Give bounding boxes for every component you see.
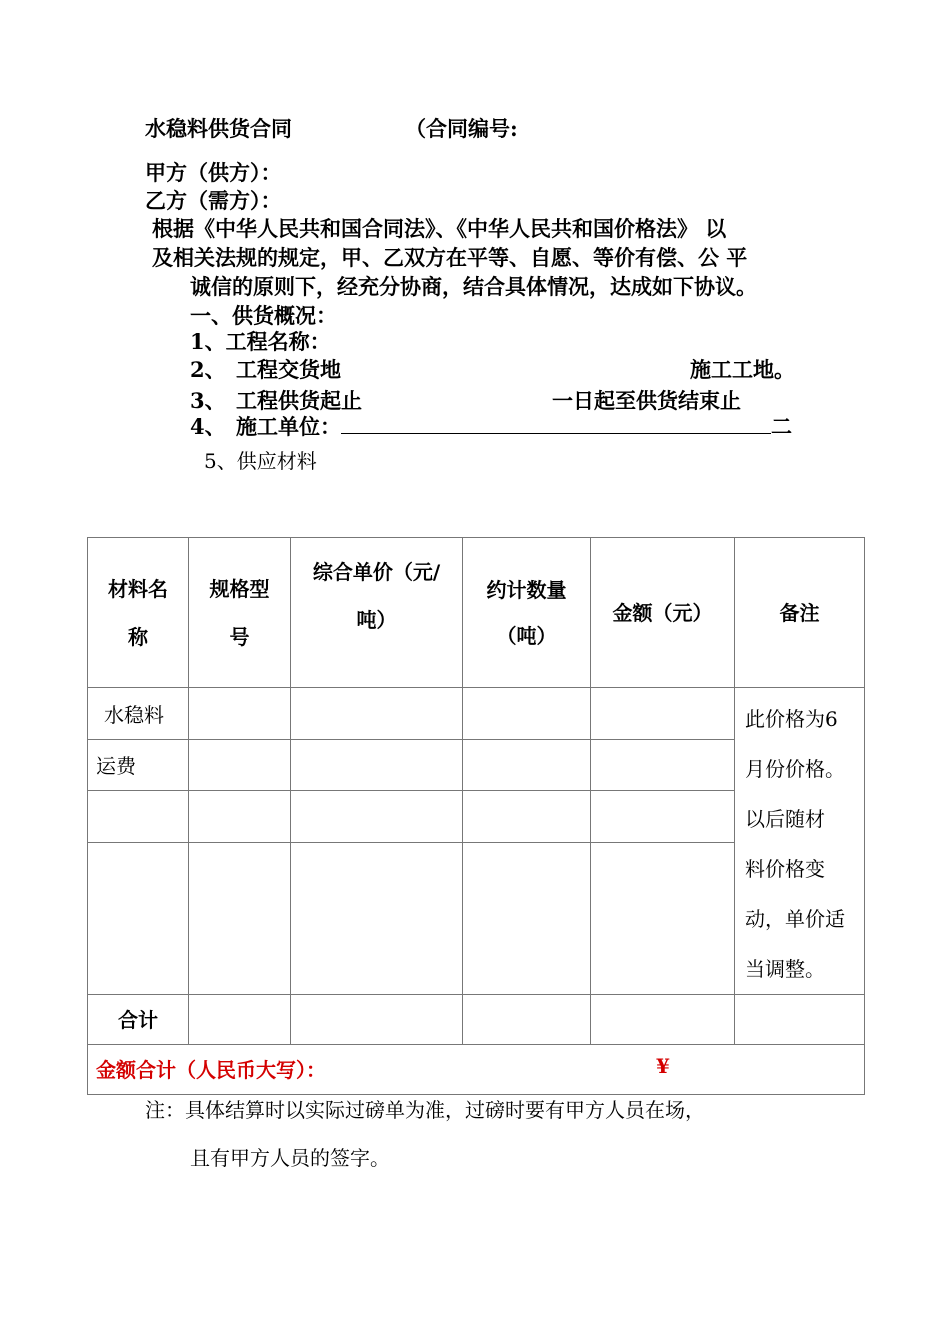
remark-cell: 此价格为6 月份价格。 以后随材 料价格变 动，单价适 当调整。 — [735, 688, 865, 995]
party-a-label: 甲方（供方）： — [145, 160, 282, 185]
header-quantity: 约计数量 （吨） — [463, 538, 591, 688]
currency-symbol: ¥ — [656, 1054, 670, 1078]
row-quantity-cell — [463, 739, 591, 791]
grand-total-cell — [88, 1045, 865, 1095]
total-label: 合计 — [88, 995, 189, 1045]
item-4-tail: 二 — [771, 414, 792, 439]
table-row — [88, 688, 865, 740]
row-spec-cell — [189, 791, 291, 843]
grand-total-label: 金额合计（人民币大写）： — [96, 1058, 326, 1082]
header-material: 材料名 称 — [88, 538, 189, 688]
footnote-line-1: 注：具体结算时以实际过磅单为准，过磅时要有甲方人员在场， — [145, 1098, 705, 1122]
row-material-cell — [88, 842, 189, 995]
item-4-number: 4、 — [190, 414, 226, 439]
preamble-line-1: 根据《中华人民共和国合同法》、《中华人民共和国价格法》 以 — [152, 216, 727, 241]
item-1-project-name: 1、工程名称： — [190, 329, 331, 354]
row-quantity-cell — [463, 791, 591, 843]
header-unit-price: 综合单价（元/ 吨） — [291, 538, 463, 688]
row-quantity-cell — [463, 842, 591, 995]
total-row — [88, 995, 865, 1045]
contract-number-label: （合同编号: — [405, 116, 518, 141]
row-amount-cell — [591, 842, 735, 995]
contract-title: 水稳料供货合同 — [145, 116, 292, 141]
section-1-heading: 一、供货概况： — [190, 303, 337, 328]
row-material-cell: 运费 — [88, 739, 189, 791]
item-3-number: 3、 — [190, 388, 226, 413]
row-material-cell — [88, 791, 189, 843]
item-2-tail: 施工工地。 — [690, 357, 795, 382]
material-table — [87, 537, 865, 1095]
total-amount-cell — [591, 995, 735, 1045]
item-3-label: 工程供货起止 — [236, 388, 362, 413]
preamble-line-2: 及相关法规的规定，甲、乙双方在平等、自愿、等价有偿、公 平 — [152, 245, 748, 270]
header-spec: 规格型 号 — [189, 538, 291, 688]
total-spec-cell — [189, 995, 291, 1045]
row-unit-price-cell — [291, 842, 463, 995]
item-4-label: 施工单位： — [236, 414, 341, 439]
table-header-row — [88, 538, 865, 688]
row-spec-cell — [189, 842, 291, 995]
item-2-number: 2、 — [190, 357, 226, 382]
row-unit-price-cell — [291, 688, 463, 740]
row-spec-cell — [189, 688, 291, 740]
item-4-line — [236, 411, 792, 441]
total-unit-price-cell — [291, 995, 463, 1045]
total-remark-cell — [735, 995, 865, 1045]
party-b-label: 乙方（需方）： — [145, 188, 282, 213]
item-5-supply-material: 5、供应材料 — [204, 449, 317, 473]
footnote-line-2: 且有甲方人员的签字。 — [190, 1146, 390, 1170]
item-2-label: 工程交货地 — [236, 357, 341, 382]
row-amount-cell — [591, 791, 735, 843]
grand-total-row — [88, 1045, 865, 1095]
row-material-cell: 水稳料 — [88, 688, 189, 740]
row-quantity-cell — [463, 688, 591, 740]
row-amount-cell — [591, 739, 735, 791]
header-remark: 备注 — [735, 538, 865, 688]
row-unit-price-cell — [291, 791, 463, 843]
item-3-tail: 一日起至供货结束止 — [552, 388, 741, 413]
header-amount: 金额（元） — [591, 538, 735, 688]
row-spec-cell — [189, 739, 291, 791]
row-amount-cell — [591, 688, 735, 740]
row-unit-price-cell — [291, 739, 463, 791]
total-quantity-cell — [463, 995, 591, 1045]
preamble-line-3: 诚信的原则下，经充分协商，结合具体情况，达成如下协议。 — [190, 274, 757, 299]
construction-unit-blank — [341, 415, 771, 434]
